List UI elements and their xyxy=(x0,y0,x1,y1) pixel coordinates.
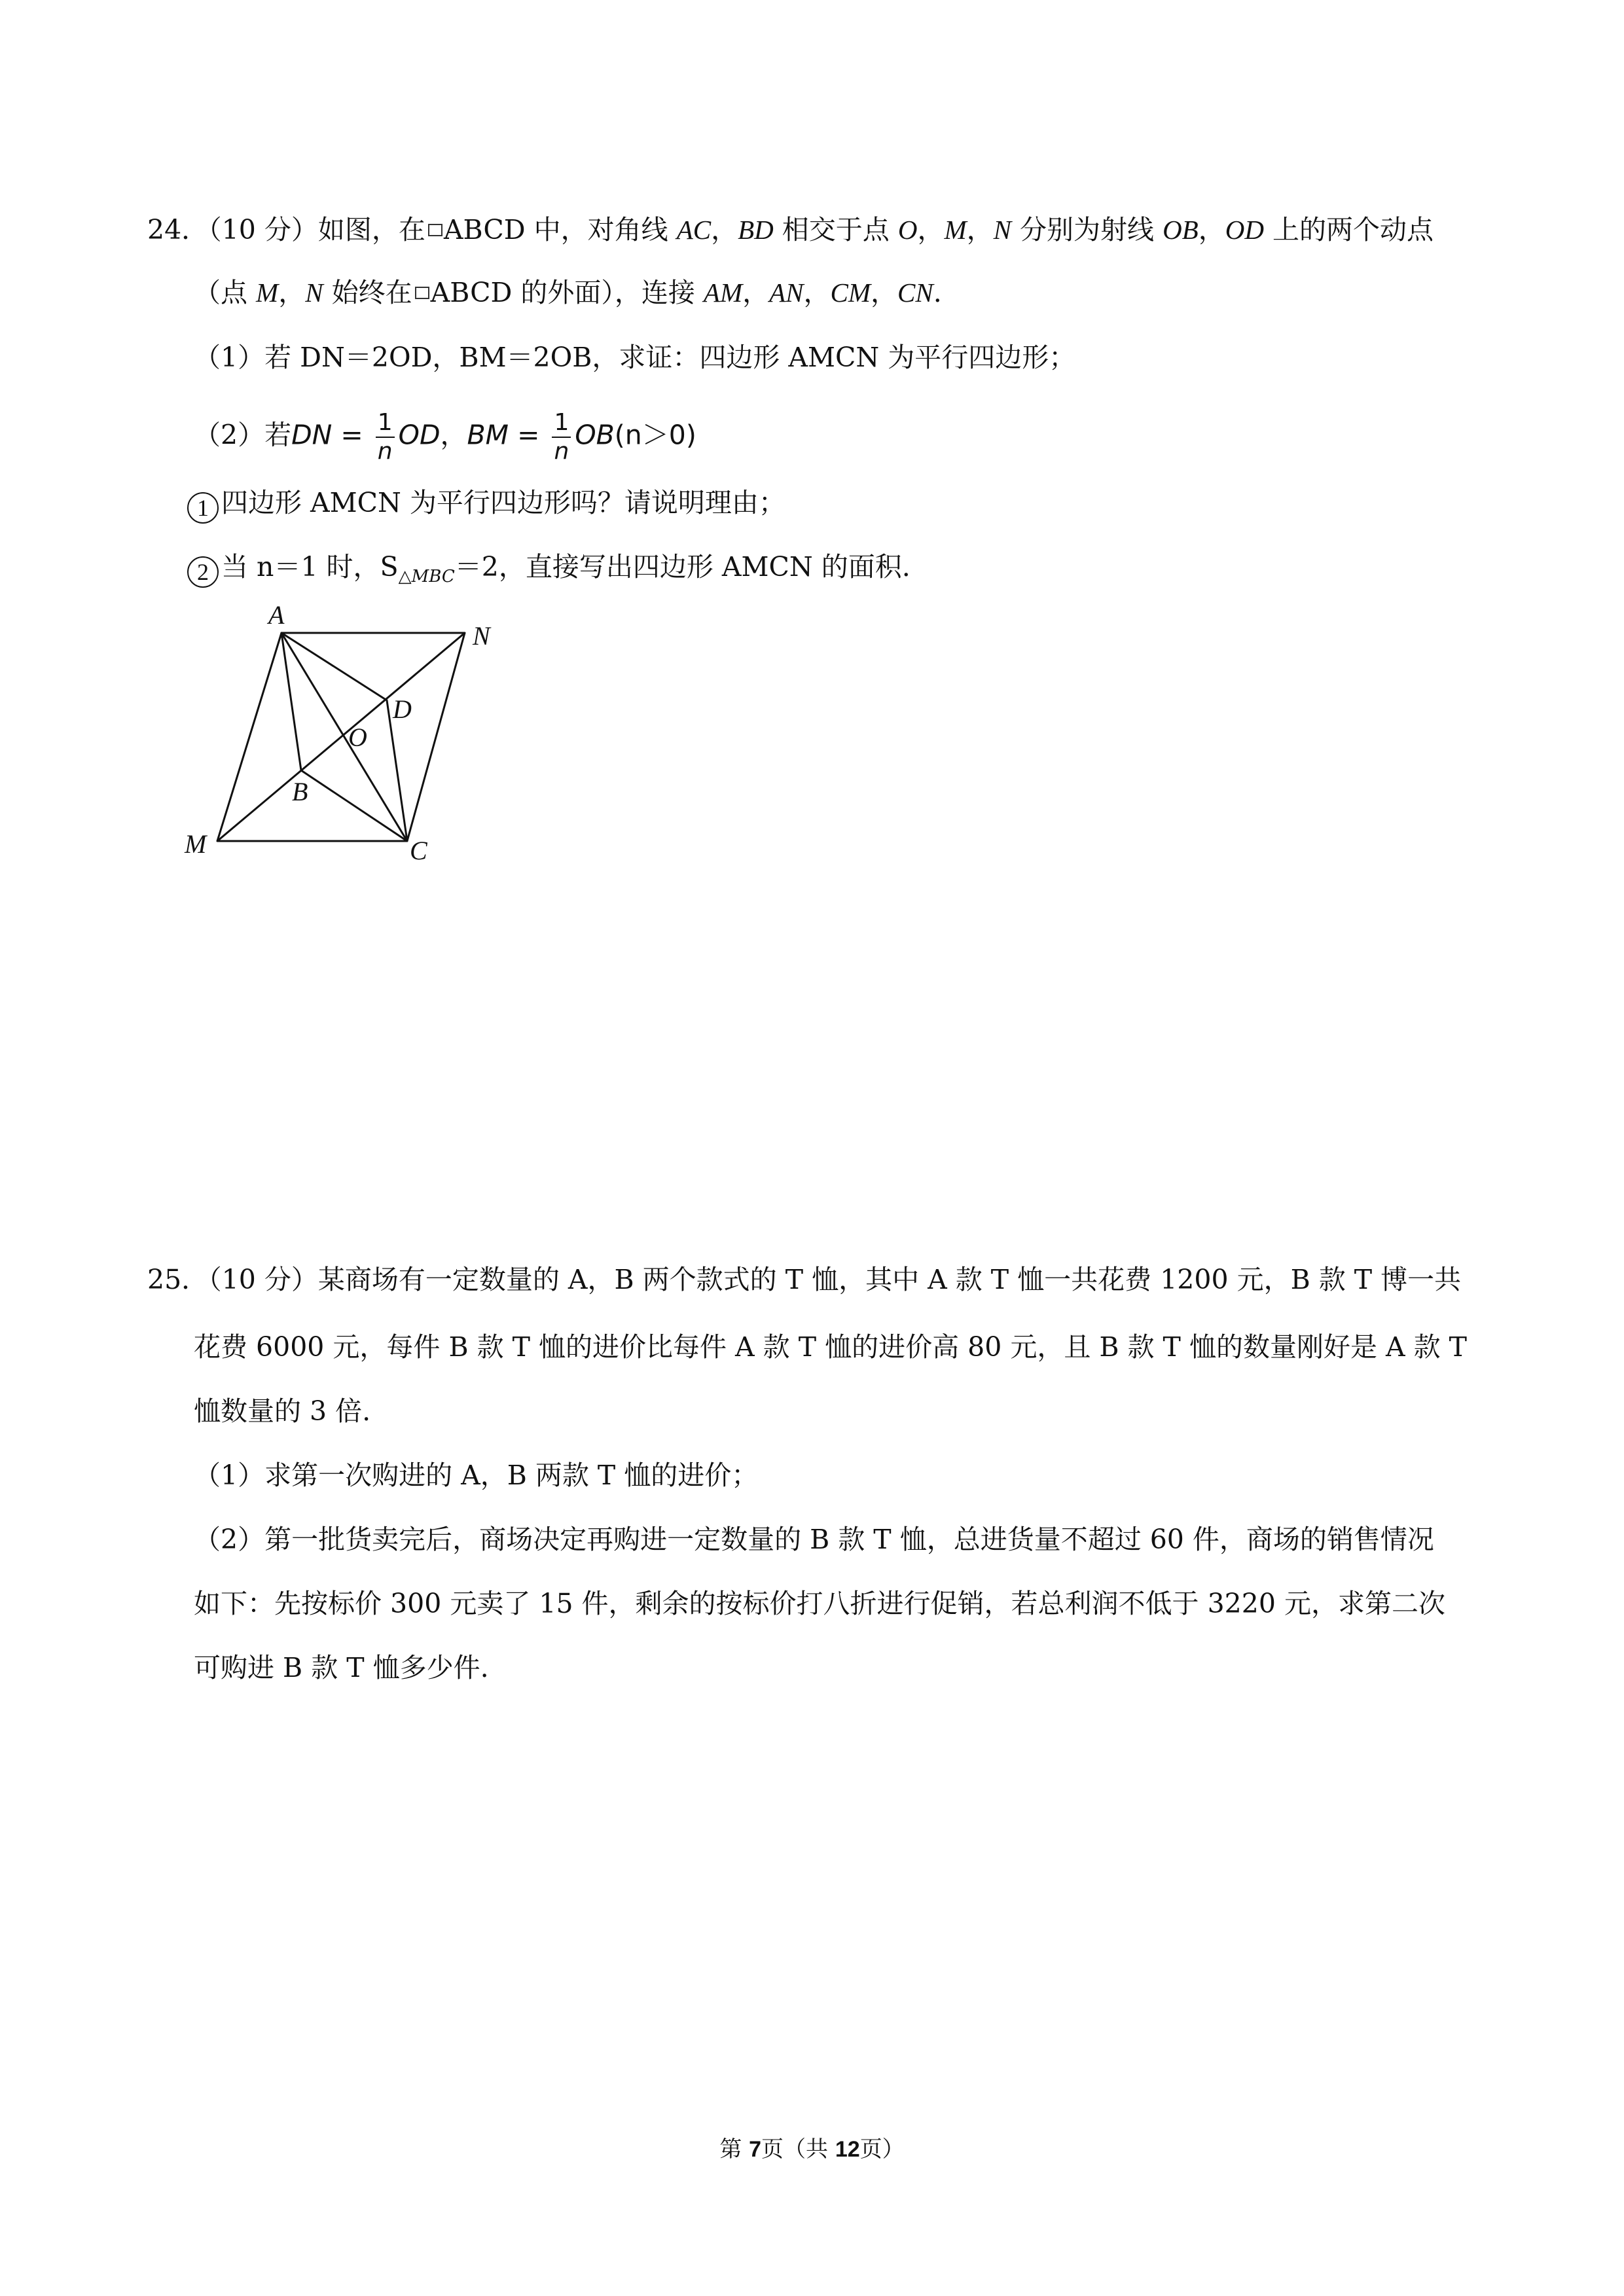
circled-one-icon: 1 xyxy=(187,492,219,524)
q25-part-2-line-2: 如下：先按标价 300 元卖了 15 件，剩余的按标价打八折进行促销，若总利润不低于 3220 元，求第二次 xyxy=(194,1588,1445,1619)
q24-text: （2）若 xyxy=(194,419,292,451)
fraction-1-over-n: $\frac{1}{n}$ xyxy=(552,411,571,463)
label-M: M xyxy=(185,829,207,859)
q24-text: 四边形 AMCN 为平行四边形吗？请说明理由； xyxy=(221,487,785,518)
q24-text: （点 xyxy=(194,277,257,308)
footer-text: 页（共 xyxy=(761,2136,835,2162)
q25-line-1: 25．（10 分）某商场有一定数量的 A，B 两个款式的 T 恤，其中 A 款 T 恤一共花费 1200 元，B 款 T 博一共 xyxy=(147,1264,1462,1295)
q24-text: ABCD 中，对角线 xyxy=(443,214,677,245)
page-number: 7 xyxy=(749,2137,762,2162)
page-footer xyxy=(0,2135,1624,2164)
q24-text: 如图，在 xyxy=(317,214,425,245)
label-C: C xyxy=(410,836,427,865)
label-O: O xyxy=(348,723,367,752)
q25-part-2-line-3: 可购进 B 款 T 恤多少件. xyxy=(194,1652,489,1683)
q24-part-2: （2）若DN = $\frac{1}{n}$ OD，BM = $\frac{1}{n}$ OB(n＞0) xyxy=(194,409,696,465)
footer-text: 第 xyxy=(719,2136,749,2162)
q24-line-2: （点 M，N 始终在 ABCD 的外面），连接 AM，AN，CM，CN. xyxy=(194,277,942,308)
q24-condition: (n＞0) xyxy=(614,419,696,451)
label-B: B xyxy=(292,777,308,806)
q24-text: 始终在 xyxy=(331,277,412,308)
area-subscript: △MBC xyxy=(398,567,455,587)
label-D: D xyxy=(393,694,412,724)
footer-text: 页） xyxy=(859,2136,905,2162)
q24-text: ABCD 的外面），连接 xyxy=(430,277,704,308)
parallelogram-figure xyxy=(177,599,517,880)
q24-text: ＝2，直接写出四边形 AMCN 的面积. xyxy=(454,551,911,583)
q24-text: 上的两个动点 xyxy=(1272,214,1434,245)
parallelogram-icon xyxy=(415,287,429,299)
page-total: 12 xyxy=(835,2137,860,2162)
q24-line-1: 24．（10 分）如图，在 ABCD 中，对角线 AC，BD 相交于点 O，M，N 分别为射线 OB，OD 上的两个动点 xyxy=(147,214,1434,245)
q24-text: 当 n＝1 时，S xyxy=(221,551,399,583)
fraction-1-over-n: $\frac{1}{n}$ xyxy=(376,411,395,463)
q24-sub-1 xyxy=(187,484,785,524)
figure-diagonal-ac xyxy=(281,633,407,841)
q25-line-2: 花费 6000 元，每件 B 款 T 恤的进价比每件 A 款 T 恤的进价高 80 元，且 B 款 T 恤的数量刚好是 A 款 T xyxy=(194,1331,1467,1363)
q24-number: 24．（10 分） xyxy=(147,214,318,245)
q24-part-1: （1）若 DN＝2OD，BM＝2OB，求证：四边形 AMCN 为平行四边形； xyxy=(194,342,1076,373)
q25-line-3: 恤数量的 3 倍. xyxy=(194,1395,371,1427)
figure-diagonal-mn xyxy=(217,633,465,841)
circled-two-icon: 2 xyxy=(187,556,219,588)
parallelogram-icon xyxy=(428,224,442,236)
label-A: A xyxy=(268,600,285,630)
q24-text: 相交于点 xyxy=(782,214,898,245)
q25-part-2-line-1: （2）第一批货卖完后，商场决定再购进一定数量的 B 款 T 恤，总进货量不超过 60 件，商场的销售情况 xyxy=(194,1524,1434,1555)
label-N: N xyxy=(473,621,490,651)
q25-part-1: （1）求第一次购进的 A，B 两款 T 恤的进价； xyxy=(194,1460,759,1491)
q24-text: 分别为射线 xyxy=(1020,214,1163,245)
q24-sub-2 xyxy=(187,548,911,595)
